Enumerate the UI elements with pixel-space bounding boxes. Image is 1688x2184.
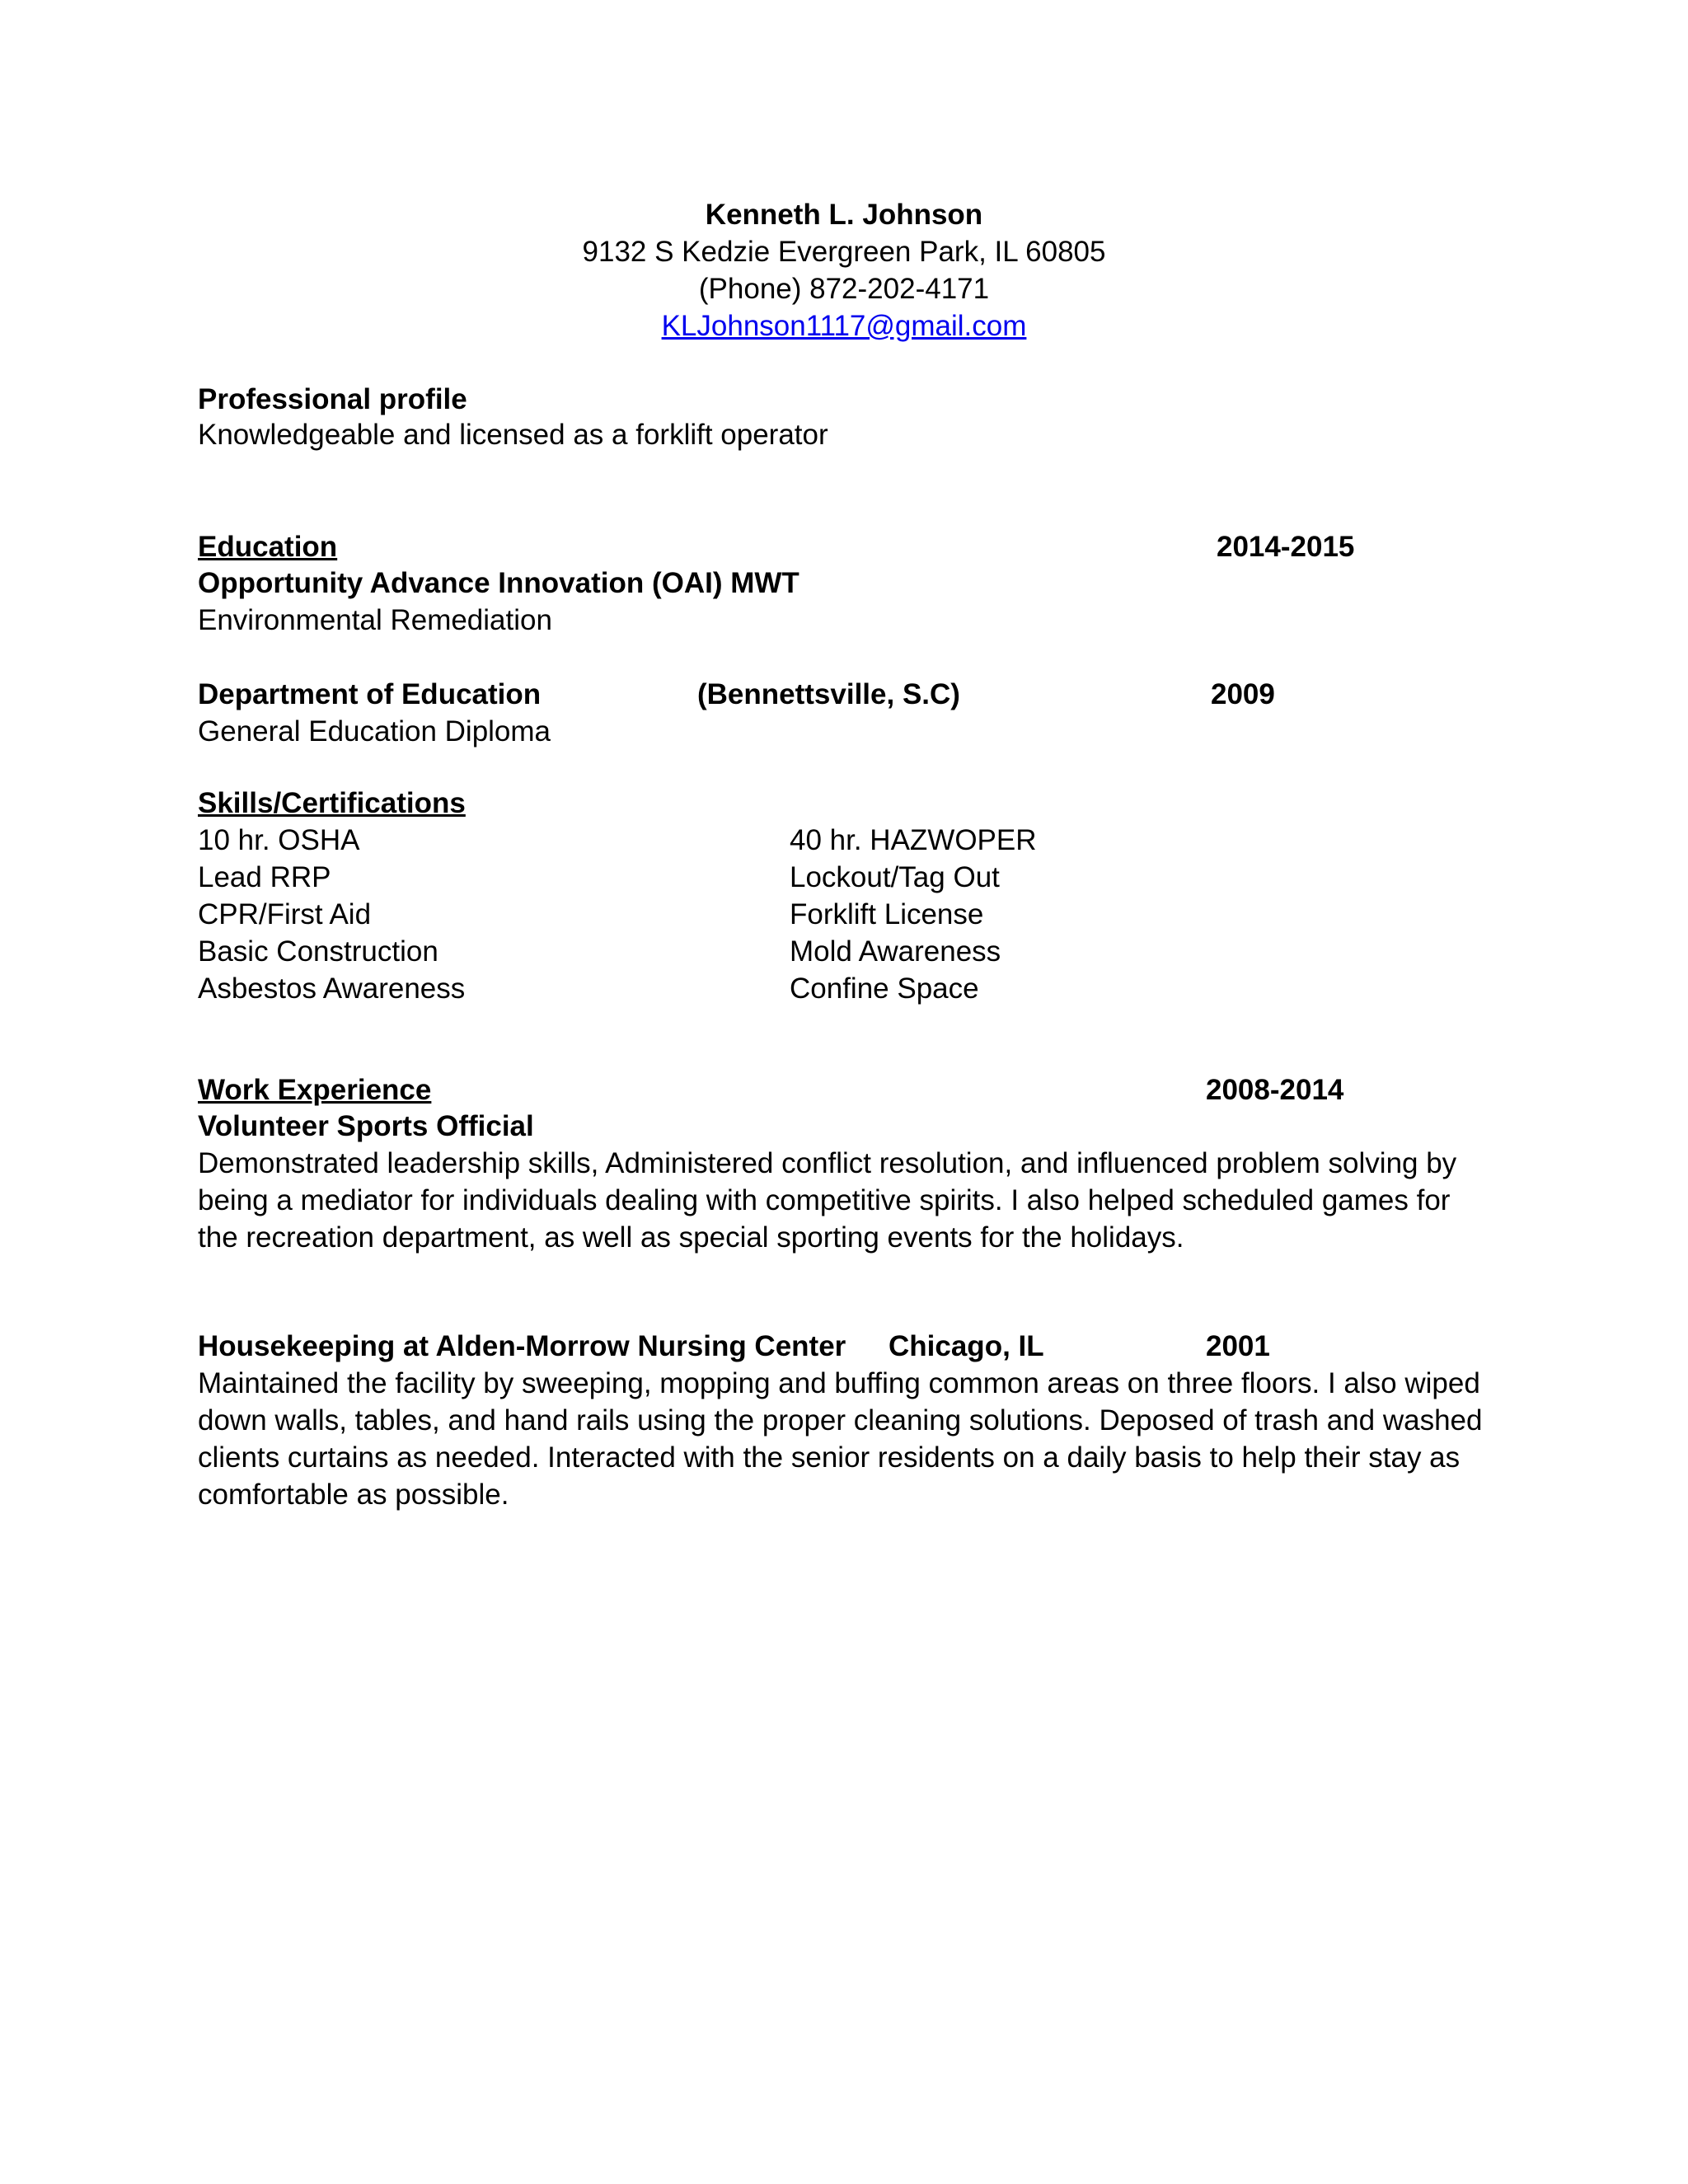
education-dates-1: 2014-2015 (1217, 531, 1355, 563)
profile-heading: Professional profile (198, 383, 467, 415)
education-location-2: (Bennettsville, S.C) (697, 678, 960, 710)
work-dates: 2008-2014 (1206, 1074, 1344, 1106)
job-title-2: Housekeeping at Alden-Morrow Nursing Center (198, 1330, 846, 1362)
phone: (Phone) 872-202-4171 (698, 273, 990, 305)
education-program-1: Environmental Remediation (198, 604, 552, 636)
email-link[interactable]: KLJohnson1117@gmail.com (661, 310, 1027, 342)
job-title-1: Volunteer Sports Official (198, 1110, 534, 1142)
candidate-name: Kenneth L. Johnson (705, 199, 983, 231)
skill-item: 40 hr. HAZWOPER (790, 824, 1037, 856)
skill-item: Basic Construction (198, 935, 438, 968)
education-heading: Education (198, 531, 338, 563)
education-dates-2: 2009 (1211, 678, 1275, 710)
education-institution-1: Opportunity Advance Innovation (OAI) MWT (198, 567, 799, 599)
job-description-2: Maintained the facility by sweeping, mopping and buffing common areas on three floors. I also wiped down walls, tables, and hand rails using the proper cleaning solutions. Deposed of trash and washed clients curtains as needed. Interacted with the senior residents on a daily basis to help their stay as comfortable as possible. (198, 1367, 1483, 1511)
skills-heading: Skills/Certifications (198, 787, 466, 819)
job-description-1: Demonstrated leadership skills, Administered conflict resolution, and influenced problem solving by being a mediator for individuals dealing with competitive spirits. I also helped scheduled games for the recreation department, as well as special sporting events for the holidays. (198, 1147, 1457, 1254)
skill-item: Lead RRP (198, 861, 331, 893)
skill-item: Forklift License (790, 898, 984, 930)
skill-item: Mold Awareness (790, 935, 1001, 968)
skill-item: Asbestos Awareness (198, 972, 466, 1005)
skill-item: Lockout/Tag Out (790, 861, 1000, 893)
job-location-2: Chicago, IL (889, 1330, 1044, 1362)
address: 9132 S Kedzie Evergreen Park, IL 60805 (582, 236, 1106, 268)
work-heading: Work Experience (198, 1074, 432, 1106)
skill-item: CPR/First Aid (198, 898, 372, 930)
skill-item: 10 hr. OSHA (198, 824, 360, 856)
profile-text: Knowledgeable and licensed as a forklift operator (198, 419, 828, 451)
skill-item: Confine Space (790, 972, 979, 1005)
education-program-2: General Education Diploma (198, 715, 551, 748)
education-institution-2: Department of Education (198, 678, 542, 710)
job-dates-2: 2001 (1206, 1330, 1270, 1362)
